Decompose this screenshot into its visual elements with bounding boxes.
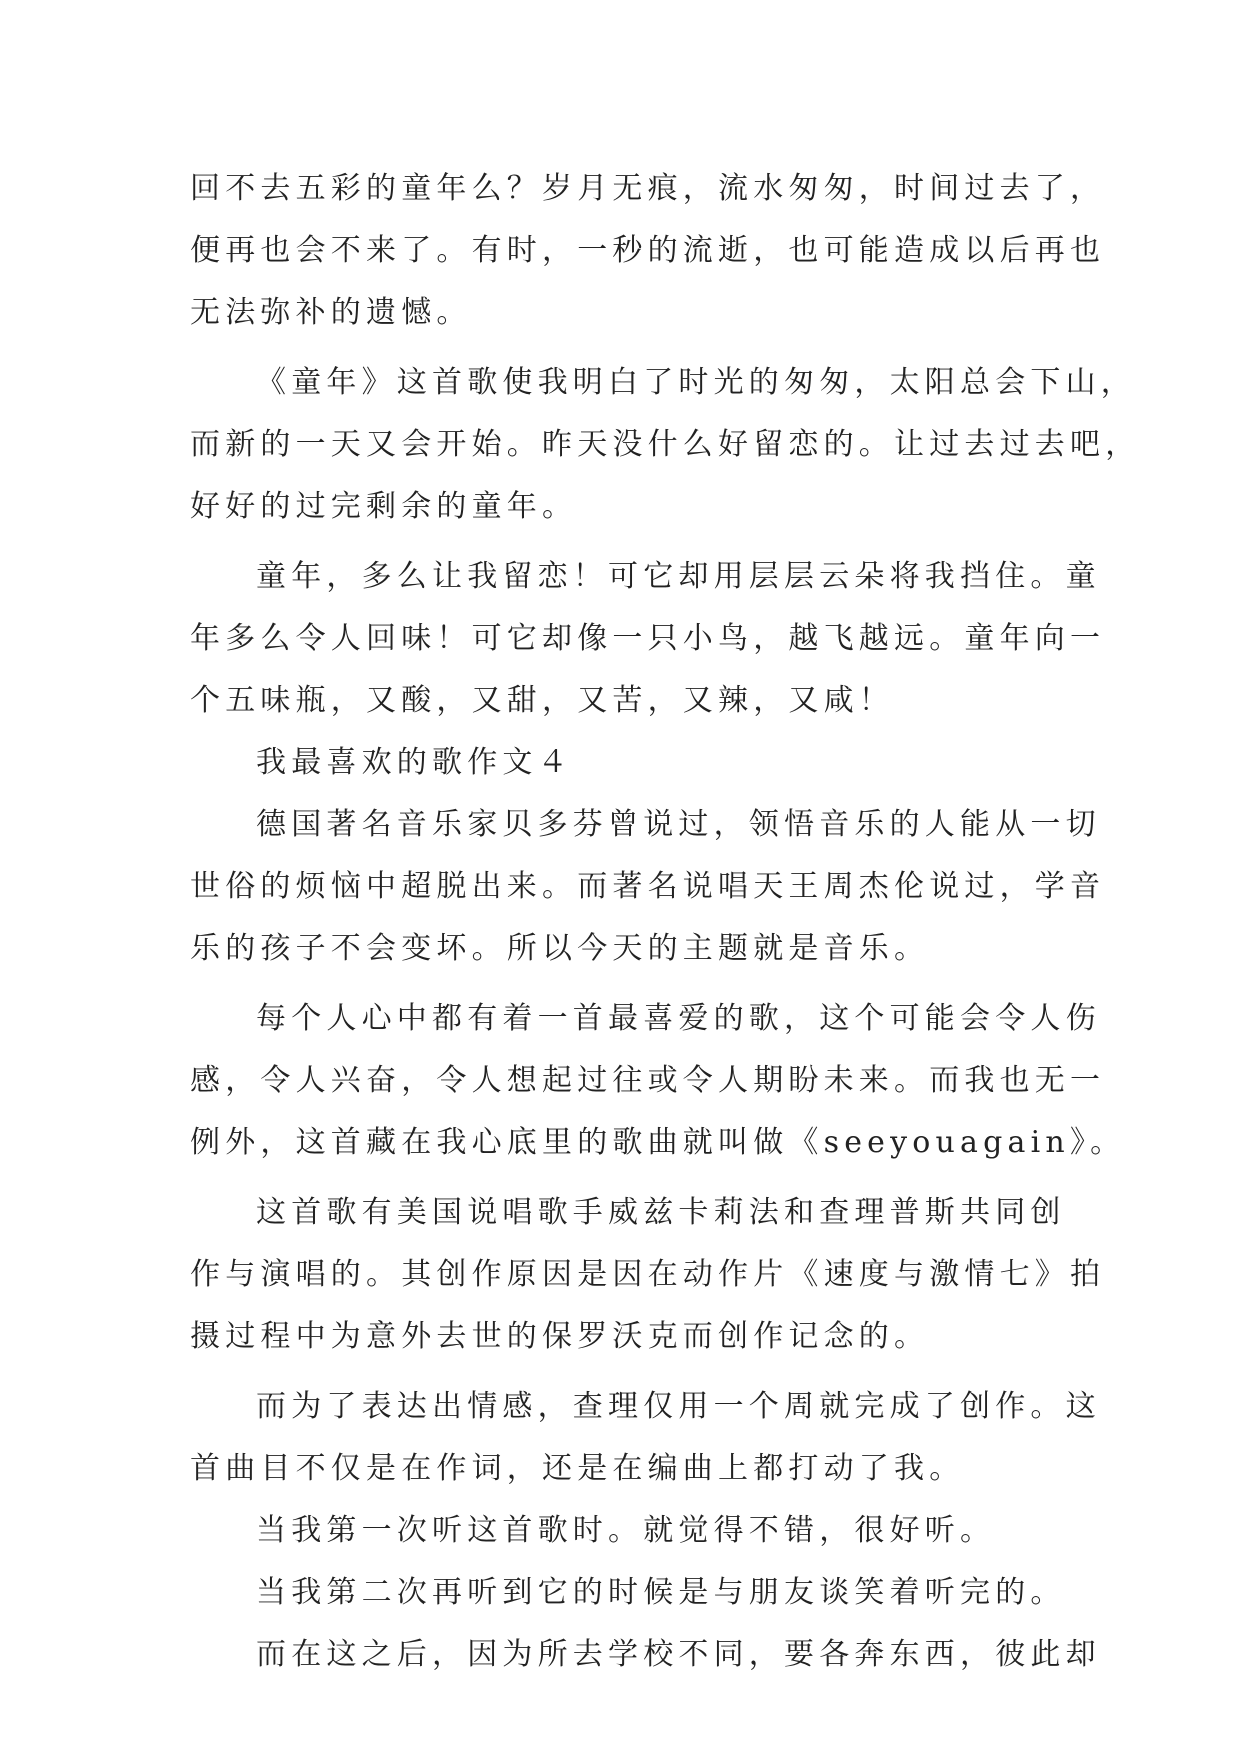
text-line: 感，令人兴奋，令人想起过往或令人期盼未来。而我也无一	[190, 1063, 1106, 1098]
text-line: 每个人心中都有着一首最喜爱的歌，这个可能会令人伤	[256, 1001, 1101, 1036]
section-heading: 我最喜欢的歌作文４	[256, 745, 573, 780]
text-line: 年多么令人回味！可它却像一只小鸟，越飞越远。童年向一	[190, 621, 1106, 656]
text-line: 例外，这首藏在我心底里的歌曲就叫做《seeyouagain》。	[190, 1125, 1126, 1160]
text-line: 无法弥补的遗憾。	[190, 295, 472, 330]
text-line: 首曲目不仅是在作词，还是在编曲上都打动了我。	[190, 1451, 965, 1486]
text-line: 世俗的烦恼中超脱出来。而著名说唱天王周杰伦说过，学音	[190, 869, 1106, 904]
text-line: 《童年》这首歌使我明白了时光的匆匆，太阳总会下山，	[256, 365, 1136, 400]
text-line: 当我第二次再听到它的时候是与朋友谈笑着听完的。	[256, 1575, 1066, 1610]
text-line: 好好的过完剩余的童年。	[190, 489, 578, 524]
document-body	[190, 158, 1141, 1686]
text-line: 乐的孩子不会变坏。所以今天的主题就是音乐。	[190, 931, 930, 966]
text-line: 德国著名音乐家贝多芬曾说过，领悟音乐的人能从一切	[256, 807, 1101, 842]
text-line: 摄过程中为意外去世的保罗沃克而创作记念的。	[190, 1319, 930, 1354]
text-line: 回不去五彩的童年么？岁月无痕，流水匆匆，时间过去了，	[190, 171, 1106, 206]
text-line: 便再也会不来了。有时，一秒的流逝，也可能造成以后再也	[190, 233, 1106, 268]
text-line: 而新的一天又会开始。昨天没什么好留恋的。让过去过去吧，	[190, 427, 1141, 462]
text-line: 这首歌有美国说唱歌手威兹卡莉法和查理普斯共同创	[256, 1195, 1066, 1230]
text-line: 作与演唱的。其创作原因是因在动作片《速度与激情七》拍	[190, 1257, 1106, 1292]
text-line: 当我第一次听这首歌时。就觉得不错，很好听。	[256, 1513, 996, 1548]
text-line: 而为了表达出情感，查理仅用一个周就完成了创作。这	[256, 1389, 1101, 1424]
text-line: 而在这之后，因为所去学校不同，要各奔东西，彼此却	[256, 1637, 1101, 1672]
text-line: 童年，多么让我留恋！可它却用层层云朵将我挡住。童	[256, 559, 1101, 594]
text-line: 个五味瓶，又酸，又甜，又苦，又辣，又咸！	[190, 683, 894, 718]
